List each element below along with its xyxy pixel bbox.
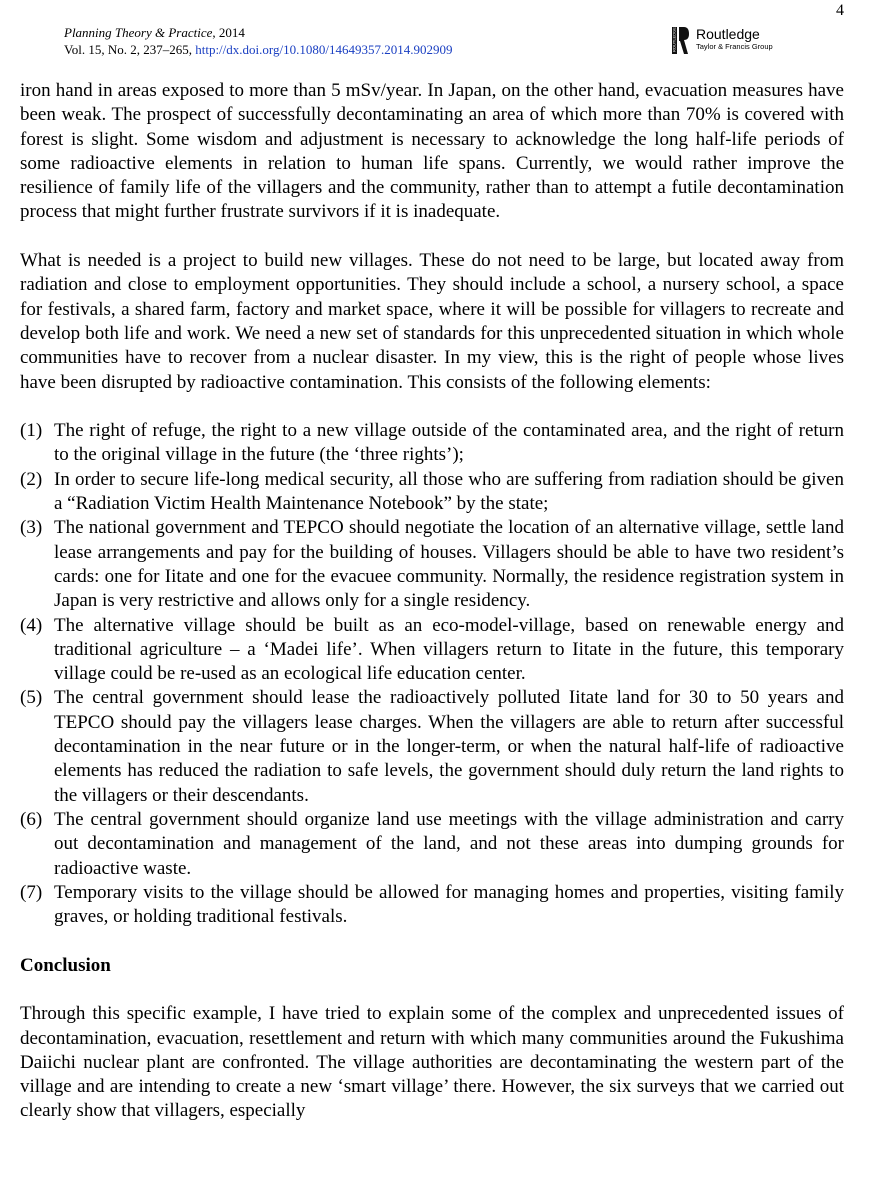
- journal-title-line: [64, 24, 452, 41]
- list-item-text: In order to secure life-long medical security, all those who are suffering from radiation should be given a “Radiation Victim Health Maintenance Notebook” by the state;: [54, 468, 844, 515]
- journal-name: Planning Theory & Practice: [64, 25, 213, 40]
- list-item-text: The central government should organize land use meetings with the village administration and carry out decontamination and management of the land, and not these areas into dumping grounds for radioactive waste.: [54, 808, 844, 879]
- journal-year: , 2014: [212, 25, 245, 40]
- rights-list: [20, 419, 844, 929]
- page-number: 4: [836, 2, 844, 19]
- publisher-text: [696, 26, 773, 51]
- publisher-logo: [672, 26, 773, 56]
- journal-header: [64, 24, 452, 58]
- volume-info: Vol. 15, No. 2, 237–265,: [64, 42, 196, 57]
- body-paragraph-2: What is needed is a project to build new villages. These do not need to be large, but located away from radiation and close to employment opportunities. They should include a school, a nursery school, a space for festivals, a shared farm, factory and market space, where it will be possible for villagers to recreate and develop both life and work. We need a new set of standards for this unprecedented situation in which whole communities have to recover from a nuclear disaster. In my view, this is the right of people whose lives have been disrupted by radioactive contamination. This consists of the following elements:: [20, 250, 844, 393]
- list-number: (6): [20, 808, 43, 830]
- rights-list-item-6: [20, 808, 844, 881]
- rights-list-item-3: [20, 516, 844, 613]
- article-body: [20, 79, 844, 1148]
- rights-list-item-4: [20, 614, 844, 687]
- list-number: (5): [20, 687, 43, 709]
- list-number: (3): [20, 517, 43, 539]
- list-item-text: The central government should lease the radioactively polluted Iitate land for 30 to 50 years and TEPCO should pay the villagers lease charges. When the villagers are able to return after successful decontamination in the near future or in the longer-term, or when the natural half-life of radioactive elements has reduced the radiation to safe levels, the government should duly return the land rights to the villagers or their descendants.: [54, 687, 844, 806]
- rights-list-item-1: [20, 419, 844, 468]
- list-number: (2): [20, 468, 43, 490]
- body-paragraph-1: iron hand in areas exposed to more than 5 mSv/year. In Japan, on the other hand, evacuation measures have been weak. The prospect of successfully decontaminating an area of which more than 70% is covered with forest is slight. Some wisdom and adjustment is necessary to acknowledge the long half-life periods of some radioactive elements in relation to human life spans. Currently, we would rather improve the resilience of family life of the villagers and the community, rather than to attempt a futile decontamination process that might further frustrate survivors if it is inadequate.: [20, 80, 844, 223]
- conclusion-paragraph: Through this specific example, I have tried to explain some of the complex and unprecedented issues of decontamination, evacuation, resettlement and return with which many communities around the Fukushima Daiichi nuclear plant are confronted. The village authorities are decontaminating the western part of the village and are intending to create a new ‘smart village’ there. However, the six surveys that we carried out clearly show that villagers, especially: [20, 1003, 844, 1122]
- routledge-logo-icon: [672, 26, 690, 56]
- rights-list-item-5: [20, 686, 844, 807]
- list-item-text: The national government and TEPCO should negotiate the location of an alternative village, settle land lease arrangements and pay for the building of houses. Villagers should be able to have two resident’s cards: one for Iitate and one for the evacuee community. Normally, the residence registration system in Japan is very restrictive and allows only for a single residency.: [54, 517, 844, 612]
- list-number: (1): [20, 420, 43, 442]
- citation-line: [64, 41, 452, 58]
- rights-list-item-7: [20, 881, 844, 930]
- rights-list-item-2: [20, 468, 844, 517]
- doi-link[interactable]: http://dx.doi.org/10.1080/14649357.2014.902909: [195, 42, 453, 57]
- conclusion-heading: Conclusion: [20, 954, 111, 976]
- list-number: (7): [20, 881, 43, 903]
- list-item-text: The alternative village should be built as an eco-model-village, based on renewable energy and traditional agriculture – a ‘Madei life’. When villagers return to Iitate in the future, this temporary village could be re-used as an ecological life education center.: [54, 614, 844, 685]
- list-item-text: The right of refuge, the right to a new village outside of the contaminated area, and the right of return to the original village in the future (the ‘three rights’);: [54, 420, 844, 466]
- list-item-text: Temporary visits to the village should be allowed for managing homes and properties, visiting family graves, or holding traditional festivals.: [54, 881, 844, 928]
- list-number: (4): [20, 614, 43, 636]
- publisher-side-text: ROUTLEDGE: [672, 27, 677, 52]
- publisher-name: Routledge: [696, 26, 760, 42]
- publisher-subtitle: Taylor & Francis Group: [696, 42, 773, 51]
